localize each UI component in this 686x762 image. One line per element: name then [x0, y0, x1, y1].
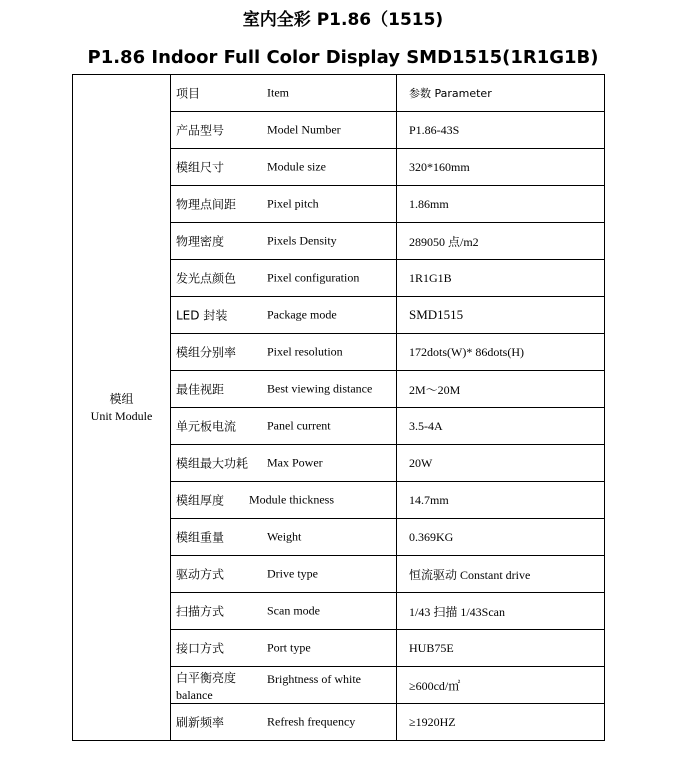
parameter-cell	[397, 112, 605, 149]
item-label-cn: 物理点间距	[176, 197, 237, 212]
parameter-value: 172dots(W)* 86dots(H)	[409, 344, 524, 359]
parameter-value: 1/43 扫描 1/43Scan	[409, 604, 505, 619]
parameter-cell	[397, 556, 605, 593]
parameter-cell	[397, 482, 605, 519]
header-parameter: 参数 Parameter	[409, 87, 492, 100]
item-cell	[171, 593, 397, 630]
parameter-value: SMD1515	[409, 307, 464, 322]
parameter-cell	[397, 593, 605, 630]
item-label-en: Model Number	[267, 122, 341, 137]
item-label-cn: 刷新频率	[176, 715, 225, 730]
header-parameter-cell	[397, 75, 605, 112]
parameter-value: HUB75E	[409, 640, 454, 655]
item-label-cn: 物理密度	[176, 234, 225, 249]
item-label-en: Best viewing distance	[267, 381, 373, 396]
item-label-en: Drive type	[267, 566, 318, 581]
item-label-en: Pixel resolution	[267, 344, 343, 359]
item-cell	[171, 186, 397, 223]
item-cell	[171, 667, 397, 704]
parameter-cell	[397, 260, 605, 297]
parameter-cell	[397, 297, 605, 334]
parameter-value: 1.86mm	[409, 196, 449, 211]
item-label-en: Pixel pitch	[267, 196, 319, 211]
item-cell	[171, 704, 397, 741]
parameter-value: 1R1G1B	[409, 270, 452, 285]
parameter-value: P1.86-43S	[409, 122, 460, 137]
item-cell	[171, 482, 397, 519]
item-cell	[171, 408, 397, 445]
item-label-en: Module size	[267, 159, 326, 174]
item-label-cn-line2: balance	[176, 688, 213, 702]
item-label-cn: 驱动方式	[176, 567, 225, 582]
item-label-cn: 最佳视距	[176, 382, 225, 397]
parameter-cell	[397, 371, 605, 408]
item-label-cn: 模组尺寸	[176, 160, 225, 175]
item-label-cn: 产品型号	[176, 123, 225, 138]
item-label-cn: 模组最大功耗	[176, 456, 249, 471]
item-label-cn: 模组厚度	[176, 493, 225, 508]
unit-label-en: Unit Module	[90, 408, 153, 423]
item-label-cn: LED 封装	[176, 308, 228, 323]
parameter-cell	[397, 445, 605, 482]
item-label-en: Package mode	[267, 307, 337, 322]
header-item-cn: 项目	[176, 86, 201, 101]
parameter-value: ≥600cd/㎡	[409, 678, 461, 693]
parameter-cell	[397, 704, 605, 741]
item-label-en: Pixels Density	[267, 233, 337, 248]
spec-table	[72, 74, 605, 741]
parameter-cell	[397, 186, 605, 223]
item-cell	[171, 334, 397, 371]
parameter-value: 0.369KG	[409, 529, 454, 544]
parameter-value: 20W	[409, 455, 433, 470]
parameter-cell	[397, 519, 605, 556]
parameter-value: 恒流驱动 Constant drive	[409, 567, 531, 582]
parameter-cell	[397, 408, 605, 445]
item-cell	[171, 223, 397, 260]
item-cell	[171, 112, 397, 149]
item-label-en: Module thickness	[249, 492, 334, 507]
page-title-english: P1.86 Indoor Full Color Display SMD1515(1R1G1B)	[87, 47, 599, 68]
parameter-cell	[397, 223, 605, 260]
parameter-value: 2M～20M	[409, 382, 461, 397]
item-label-cn-line1: 白平衡亮度	[176, 671, 237, 685]
item-label-cn: 发光点颜色	[176, 271, 237, 286]
item-label-en: Scan mode	[267, 603, 320, 618]
parameter-value: 3.5-4A	[409, 418, 443, 433]
parameter-cell	[397, 630, 605, 667]
item-label-cn: 接口方式	[176, 641, 225, 656]
item-label-en: Refresh frequency	[267, 714, 356, 729]
parameter-value: ≥1920HZ	[409, 714, 456, 729]
item-label-en: Max Power	[267, 455, 323, 470]
item-cell	[171, 556, 397, 593]
item-label-en: Panel current	[267, 418, 331, 433]
item-label-en: Weight	[267, 529, 302, 544]
parameter-cell	[397, 149, 605, 186]
item-label-cn: 扫描方式	[176, 604, 225, 619]
table-header-row	[73, 75, 605, 112]
item-cell	[171, 149, 397, 186]
header-item-cell	[171, 75, 397, 112]
item-cell	[171, 371, 397, 408]
item-cell	[171, 297, 397, 334]
item-cell	[171, 445, 397, 482]
item-label-en: Pixel configuration	[267, 270, 360, 285]
item-label-en: Port type	[267, 640, 311, 655]
item-cell	[171, 260, 397, 297]
unit-label-cn: 模组	[109, 391, 134, 406]
unit-module-cell	[73, 75, 171, 741]
item-cell	[171, 630, 397, 667]
item-label-cn: 模组分别率	[176, 345, 237, 360]
parameter-value: 289050 点/m2	[409, 234, 479, 249]
header-item-en: Item	[267, 85, 289, 100]
page-title-chinese: 室内全彩 P1.86（1515)	[242, 10, 444, 30]
parameter-cell	[397, 334, 605, 371]
item-label-en: Brightness of white	[267, 672, 361, 686]
item-label-cn: 单元板电流	[176, 419, 237, 434]
item-label-cn: 模组重量	[176, 530, 225, 545]
item-cell	[171, 519, 397, 556]
parameter-value: 320*160mm	[409, 159, 470, 174]
parameter-value: 14.7mm	[409, 492, 449, 507]
item-label-cn	[176, 670, 256, 704]
parameter-cell	[397, 667, 605, 704]
